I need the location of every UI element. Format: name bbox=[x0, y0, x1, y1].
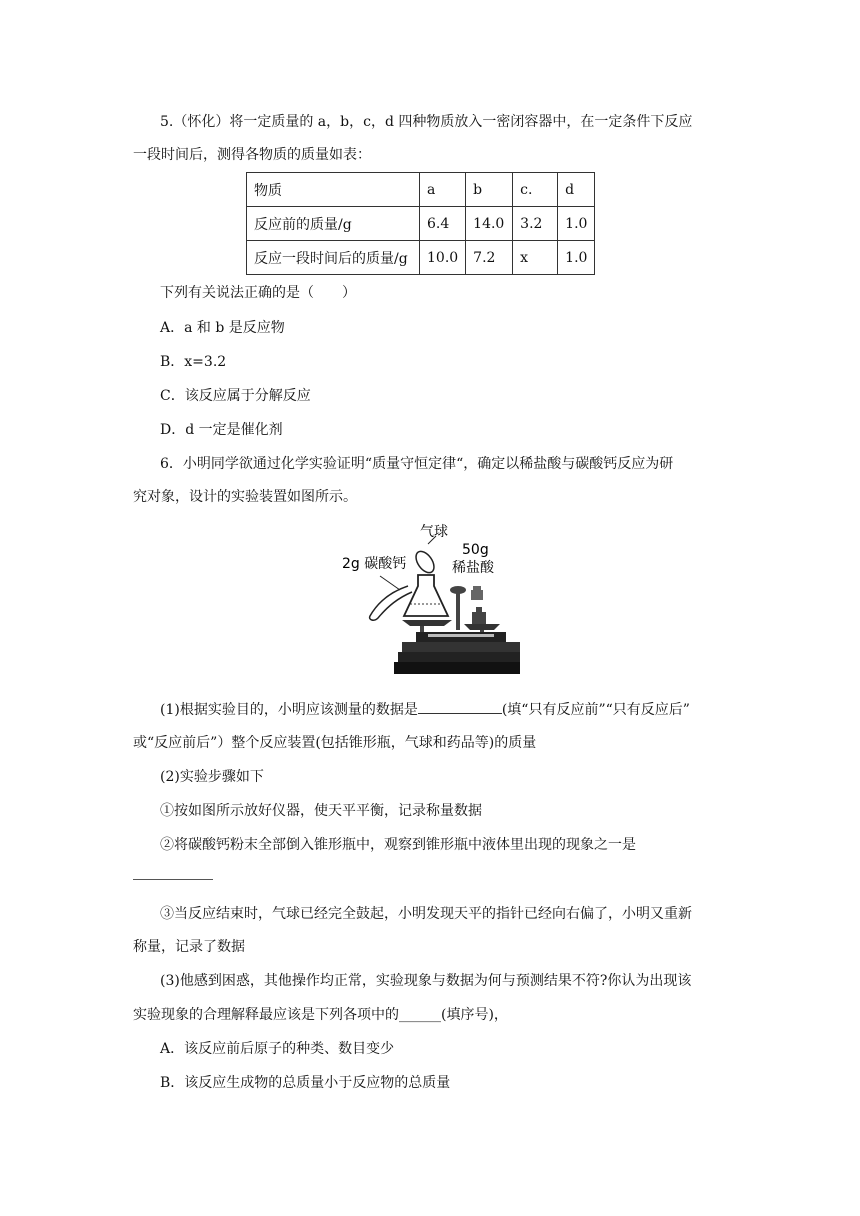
table-cell: 反应一段时间后的质量/g bbox=[247, 241, 420, 275]
label-pointer-line bbox=[380, 576, 400, 590]
q6-line2: 究对象，设计的实验装置如图所示。 bbox=[133, 489, 357, 505]
table-row bbox=[247, 207, 595, 241]
flask-icon bbox=[404, 575, 448, 616]
q5-option-a: A．a 和 b 是反应物 bbox=[160, 320, 285, 336]
q6-part1-line1 bbox=[160, 699, 690, 720]
hcl-label: 稀盐酸 bbox=[452, 560, 494, 576]
q6-part1-line2: 或“反应前后”）整个反应装置(包括锥形瓶，气球和药品等)的质量 bbox=[133, 735, 537, 751]
caco3-label: 2g 碳酸钙 bbox=[342, 556, 407, 572]
table-cell: x bbox=[513, 241, 558, 275]
table-cell: 1.0 bbox=[558, 241, 595, 275]
q5-option-d: D．d 一定是催化剂 bbox=[160, 422, 283, 438]
table-cell: 反应前的质量/g bbox=[247, 207, 420, 241]
answer-blank-1[interactable] bbox=[418, 699, 502, 714]
table-cell: 物质 bbox=[247, 173, 420, 207]
calcium-carbonate-bag-icon bbox=[370, 586, 412, 620]
table-row bbox=[247, 241, 595, 275]
q6-step2: ②将碳酸钙粉末全部倒入锥形瓶中，观察到锥形瓶中液体里出现的现象之一是 bbox=[160, 837, 636, 853]
table-cell: 6.4 bbox=[420, 207, 466, 241]
q5-line2: 一段时间后，测得各物质的质量如表： bbox=[133, 147, 371, 163]
q6-part1-text-a: (1)根据实验目的，小明应该测量的数据是 bbox=[160, 702, 418, 718]
q5-line1: 5.（怀化）将一定质量的 a，b，c，d 四种物质放入一密闭容器中，在一定条件下反应 bbox=[160, 114, 693, 130]
table-cell: 14.0 bbox=[466, 207, 513, 241]
q6-part1-text-b: (填“只有反应前”“只有反应后” bbox=[501, 702, 690, 718]
balloon-icon bbox=[412, 536, 437, 576]
q6-step1: ①按如图所示放好仪器，使天平平衡，记录称量数据 bbox=[160, 803, 482, 819]
q5-question: 下列有关说法正确的是（ ） bbox=[160, 285, 356, 301]
q6-part2: (2)实验步骤如下 bbox=[160, 769, 264, 785]
table-cell: 10.0 bbox=[420, 241, 466, 275]
q6-option-b: B．该反应生成物的总质量小于反应物的总质量 bbox=[160, 1075, 451, 1091]
balance-icon bbox=[394, 586, 520, 674]
answer-blank-2[interactable] bbox=[133, 879, 213, 880]
q6-part3-line1: (3)他感到困惑，其他操作均正常，实验现象与数据为何与预测结果不符?你认为出现该 bbox=[160, 973, 692, 989]
q6-step3-line2: 称量，记录了数据 bbox=[133, 939, 245, 955]
q6-option-a: A．该反应前后原子的种类、数目变少 bbox=[160, 1041, 395, 1057]
hcl-mass-label: 50g bbox=[462, 542, 489, 558]
table-header-row bbox=[247, 173, 595, 207]
mass-table bbox=[246, 172, 595, 275]
table-cell: 7.2 bbox=[466, 241, 513, 275]
balance-apparatus-figure bbox=[340, 520, 520, 680]
q6-part3-line2: 实验现象的合理解释最应该是下列各项中的______(填序号)， bbox=[133, 1007, 508, 1023]
table-cell: 1.0 bbox=[558, 207, 595, 241]
q6-step3-line1: ③当反应结束时，气球已经完全鼓起，小明发现天平的指针已经向右偏了，小明又重新 bbox=[160, 906, 692, 922]
table-cell: d bbox=[558, 173, 595, 207]
q6-line1: 6．小明同学欲通过化学实验证明“质量守恒定律“，确定以稀盐酸与碳酸钙反应为研 bbox=[160, 456, 674, 472]
q5-option-c: C．该反应属于分解反应 bbox=[160, 388, 311, 404]
table-cell: b bbox=[466, 173, 513, 207]
table-cell: 3.2 bbox=[513, 207, 558, 241]
table-cell: a bbox=[420, 173, 466, 207]
balloon-label: 气球 bbox=[420, 524, 448, 540]
table-cell: c. bbox=[513, 173, 558, 207]
q5-option-b: B．x=3.2 bbox=[160, 354, 227, 370]
